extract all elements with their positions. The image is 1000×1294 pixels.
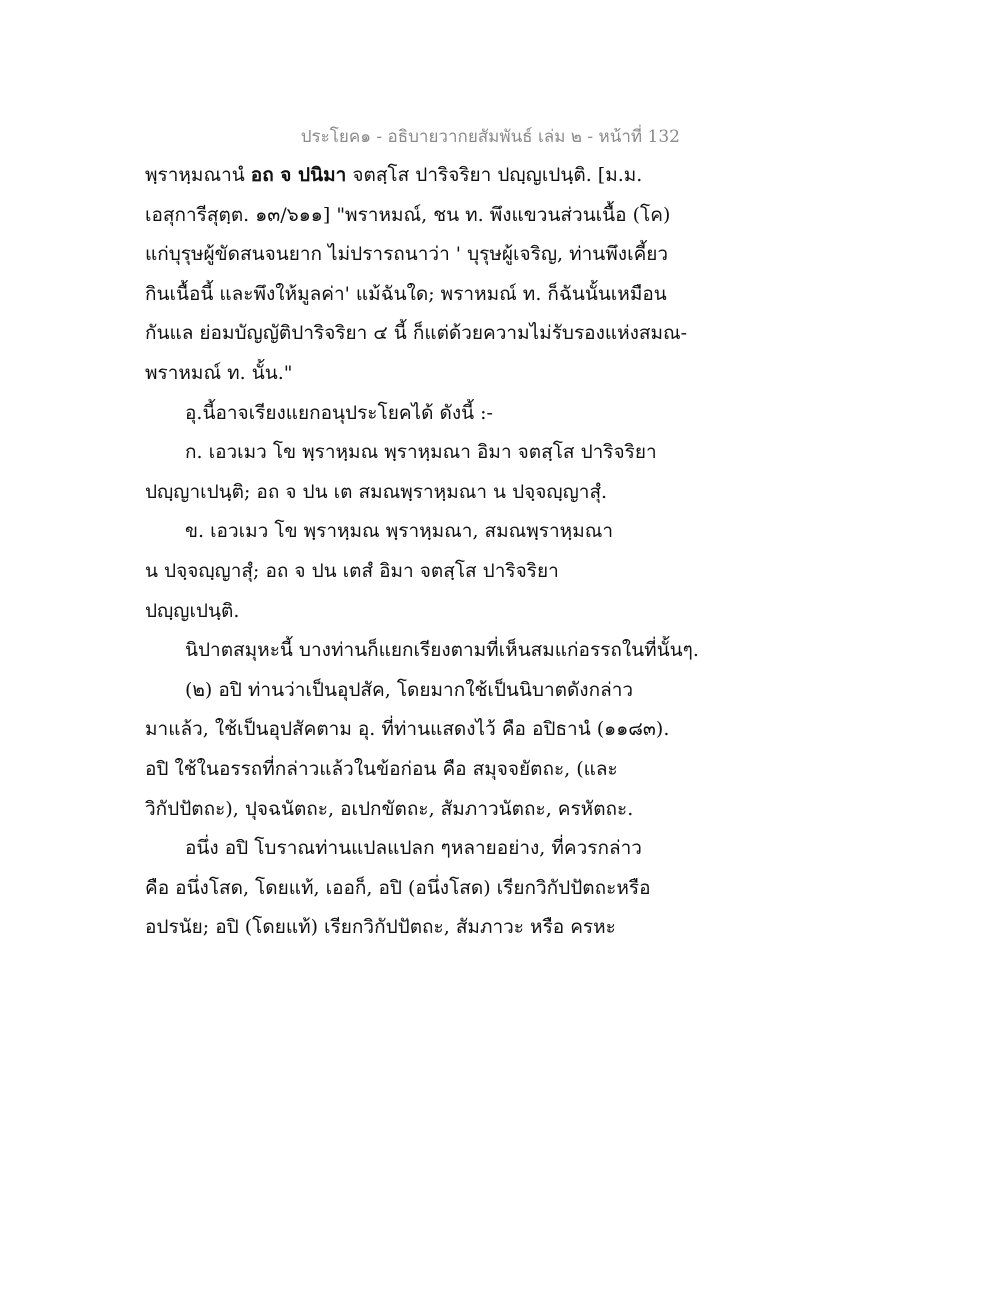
text-line: ก. เอวเมว โข พฺราหฺมณ พฺราหฺมณา อิมา จตสฺโส ปาริจริยา xyxy=(185,441,657,464)
text-line: ข. เอวเมว โข พฺราหฺมณ พฺราหฺมณา, สมณพฺราหฺมณา xyxy=(185,520,614,543)
text-line: คือ อนึ่งโสด, โดยแท้, เออก็, อปิ (อนึ่งโสด) เรียกวิกัปปัตถะหรือ xyxy=(145,876,651,899)
text-line: กินเนื้อนี้ และพึงให้มูลค่า' แม้ฉันใด; พราหมณ์ ท. ก็ฉันนั้นเหมือน xyxy=(145,282,667,305)
text-line: อุ.นี้อาจเรียงแยกอนุประโยคได้ ดังนี้ :- xyxy=(185,401,493,424)
text-line: พราหมณ์ ท. นั้น." xyxy=(145,361,293,384)
body-text xyxy=(145,160,865,952)
text-line: (๒) อปิ ท่านว่าเป็นอุปสัค, โดยมากใช้เป็นนิบาตดังกล่าว xyxy=(185,678,634,701)
text-line: อปรนัย; อปิ (โดยแท้) เรียกวิกัปปัตถะ, สัมภาวะ หรือ ครหะ xyxy=(145,916,616,939)
text-line: อปิ ใช้ในอรรถที่กล่าวแล้วในข้อก่อน คือ สมุจจยัตถะ, (และ xyxy=(145,757,618,780)
text-line: กันแล ย่อมบัญญัติปาริจริยา ๔ นี้ ก็แต่ด้วยความไม่รับรองแห่งสมณ- xyxy=(145,322,688,345)
text-line: อนึ่ง อปิ โบราณท่านแปลแปลก ๆหลายอย่าง, ที่ควรกล่าว xyxy=(185,837,642,860)
text-line: แก่บุรุษผู้ขัดสนจนยาก ไม่ปรารถนาว่า ' บุรุษผู้เจริญ, ท่านพึงเคี้ยว xyxy=(145,243,669,266)
bold-phrase: อถ จ ปนิมา xyxy=(250,164,347,186)
text-span: จตสฺโส ปาริจริยา ปญฺญเปนฺติ. [ม.ม. xyxy=(346,164,643,186)
text-line: วิกัปปัตถะ), ปุจฉนัตถะ, อเปกขัตถะ, สัมภาวนัตถะ, ครหัตถะ. xyxy=(145,797,634,820)
text-line: น ปจฺจญฺญาสุํ; อถ จ ปน เตสํ อิมา จตสฺโส ปาริจริยา xyxy=(145,559,559,582)
text-line: มาแล้ว, ใช้เป็นอุปสัคตาม อุ. ที่ท่านแสดงไว้ คือ อปิธานํ (๑๑๘๓). xyxy=(145,718,670,741)
text-line: นิปาตสมุหะนี้ บางท่านก็แยกเรียงตามที่เห็นสมแก่อรรถในที่นั้นๆ. xyxy=(185,639,699,662)
text-span: พฺราหฺมณานํ xyxy=(145,164,251,186)
text-line: ปญฺญาเปนฺติ; อถ จ ปน เต สมณพฺราหฺมณา น ปจฺจญฺญาสุํ. xyxy=(145,480,608,503)
page-header: ประโยค๑ - อธิบายวากยสัมพันธ์ เล่ม ๒ - หน้าที่ 132 xyxy=(300,127,680,147)
text-line xyxy=(145,160,865,200)
text-line: เอสุการีสุตฺต. ๑๓/๖๑๑] "พราหมณ์, ชน ท. พึงแขวนส่วนเนื้อ (โค) xyxy=(145,203,671,226)
text-line: ปญฺญเปนฺติ. xyxy=(145,599,240,622)
